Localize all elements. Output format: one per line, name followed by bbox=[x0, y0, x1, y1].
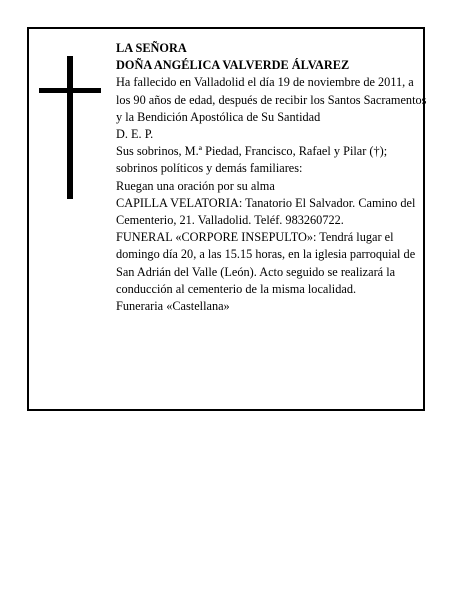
notice-heading: LA SEÑORA bbox=[116, 41, 187, 55]
death-statement: Ha fallecido en Valladolid el día 19 de noviembre de 2011, a los 90 años de edad, después de recibir los Santos Sacramentos y la Bendición Apostólica de Su Santidad bbox=[116, 75, 427, 124]
chapel-info: CAPILLA VELATORIA: Tanatorio El Salvador. Camino del Cementerio, 21. Valladolid. Teléf. 983260722. bbox=[116, 195, 416, 228]
funeral-home: Funeraria «Castellana» bbox=[116, 299, 230, 314]
rip-text: D. E. P. bbox=[116, 127, 154, 142]
cross-vertical-bar bbox=[67, 56, 73, 199]
funeral-info: FUNERAL «CORPORE INSEPULTO»: Tendrá lugar el domingo día 20, a las 15.15 horas, en la iglesia parroquial de San Adrián del Valle (León). Acto seguido se realizará la conducción al cementerio de la misma localidad. bbox=[116, 230, 416, 296]
notice-text bbox=[116, 40, 428, 315]
prayer-request: Ruegan una oración por su alma bbox=[116, 178, 275, 193]
family-members: Sus sobrinos, M.ª Piedad, Francisco, Rafael y Pilar (†); sobrinos políticos y demás familiares: bbox=[116, 144, 388, 176]
obituary-notice bbox=[27, 27, 425, 411]
latin-cross-icon bbox=[39, 56, 101, 199]
deceased-name: DOÑA ANGÉLICA VALVERDE ÁLVAREZ bbox=[116, 58, 350, 73]
cross-horizontal-bar bbox=[39, 88, 101, 93]
